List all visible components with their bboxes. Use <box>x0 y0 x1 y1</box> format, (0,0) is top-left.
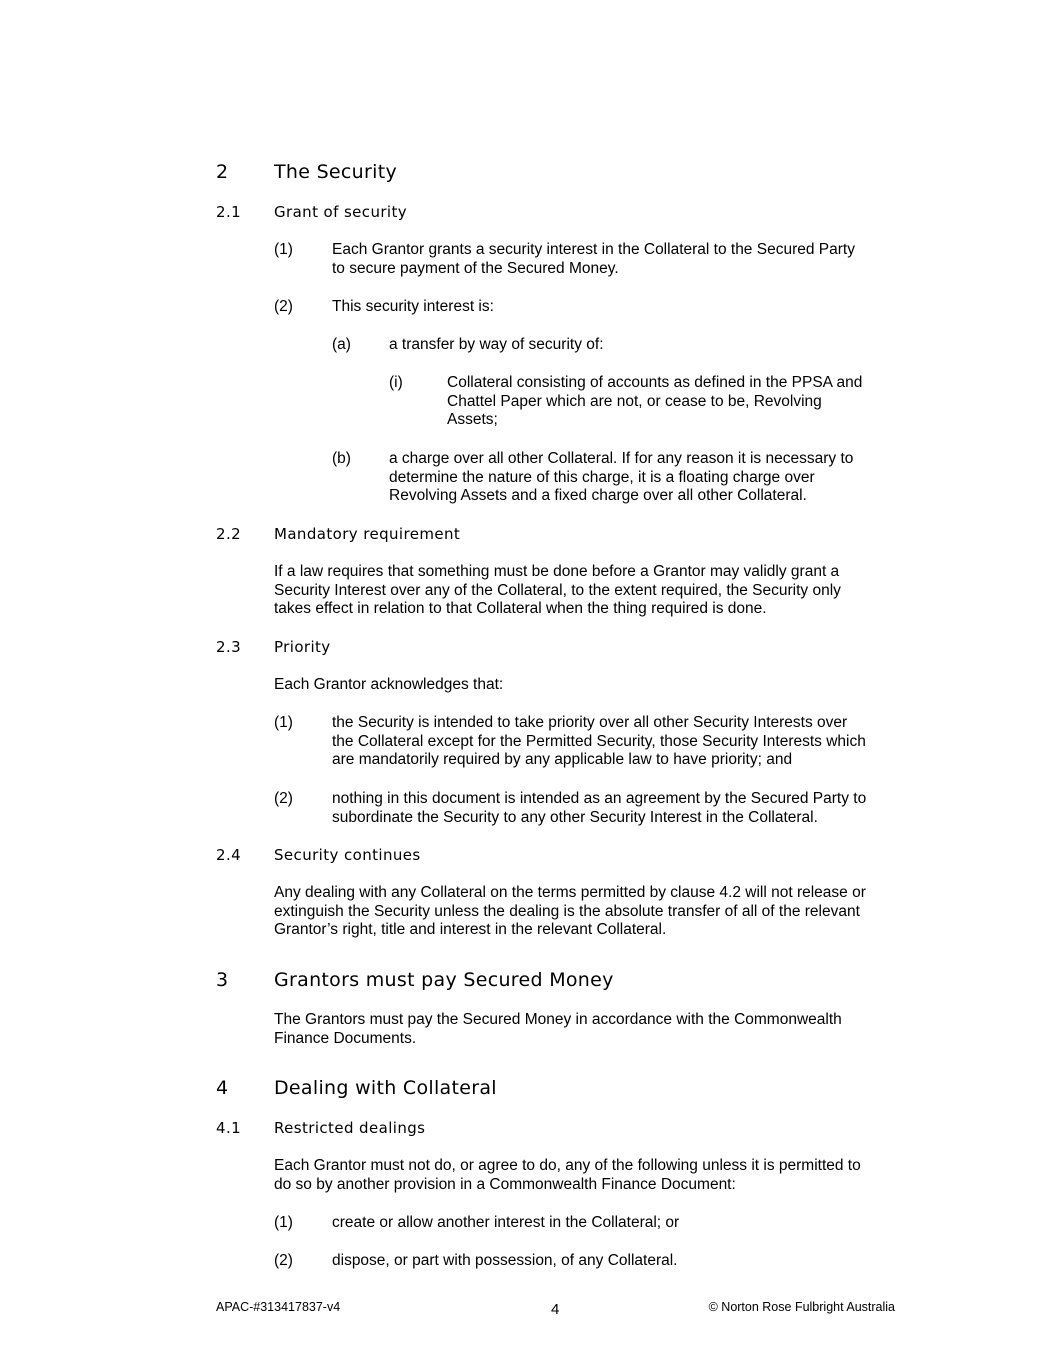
section-2-title: The Security <box>274 161 397 183</box>
para-label: (1) <box>274 714 293 731</box>
paragraph <box>274 563 841 619</box>
footer-copyright: © Norton Rose Fulbright Australia <box>708 1300 895 1314</box>
paragraph: a transfer by way of security of: <box>389 336 604 353</box>
clause-2-2-number: 2.2 <box>216 525 242 543</box>
paragraph <box>447 374 862 430</box>
clause-4-1-title: Restricted dealings <box>274 1119 426 1137</box>
clause-2-4-title: Security continues <box>274 846 421 864</box>
para-label: (2) <box>274 790 293 807</box>
para-label: (1) <box>274 241 293 258</box>
paragraph <box>274 1157 861 1194</box>
text-line: do so by another provision in a Commonwealth Finance Document: <box>274 1175 736 1193</box>
clause-2-1-number: 2.1 <box>216 203 242 221</box>
text-line: Collateral consisting of accounts as defined in the PPSA and <box>447 374 863 391</box>
paragraph <box>332 241 855 278</box>
clause-2-4-number: 2.4 <box>216 846 242 864</box>
text-line: to secure payment of the Secured Money. <box>332 259 619 277</box>
text-line: Assets; <box>447 411 498 429</box>
text-line: extinguish the Security unless the dealing is the absolute transfer of all of the relevant <box>274 902 860 920</box>
paragraph <box>389 450 853 506</box>
text-line: Each Grantor grants a security interest in the Collateral to the Secured Party <box>332 241 855 258</box>
text-line: Security Interest over any of the Collateral, to the extent required, the Security only <box>274 581 841 599</box>
text-line: If a law requires that something must be done before a Grantor may validly grant a <box>274 563 840 580</box>
text-line: the Collateral except for the Permitted Security, those Security Interests which <box>332 732 866 750</box>
paragraph <box>332 714 866 770</box>
text-line: takes effect in relation to that Collateral when the thing required is done. <box>274 600 767 618</box>
text-line: Chattel Paper which are not, or cease to be, Revolving <box>447 392 822 410</box>
paragraph: dispose, or part with possession, of any Collateral. <box>332 1252 678 1269</box>
text-line: subordinate the Security to any other Security Interest in the Collateral. <box>332 808 818 826</box>
clause-2-2-title: Mandatory requirement <box>274 525 461 543</box>
paragraph <box>332 790 866 827</box>
text-line: Any dealing with any Collateral on the terms permitted by clause 4.2 will not release or <box>274 884 866 901</box>
paragraph <box>274 1011 842 1048</box>
text-line: are mandatorily required by any applicable law to have priority; and <box>332 751 793 769</box>
text-line: nothing in this document is intended as an agreement by the Secured Party to <box>332 790 867 807</box>
section-2-number: 2 <box>216 161 229 183</box>
para-label: (b) <box>332 450 351 467</box>
clause-2-1-title: Grant of security <box>274 203 408 221</box>
para-label: (2) <box>274 1252 293 1269</box>
clause-2-3-number: 2.3 <box>216 638 242 656</box>
para-label: (2) <box>274 298 293 315</box>
clause-4-1-number: 4.1 <box>216 1119 242 1137</box>
section-4-number: 4 <box>216 1077 229 1099</box>
text-line: Each Grantor must not do, or agree to do, any of the following unless it is permitted to <box>274 1157 861 1174</box>
para-label: (i) <box>389 374 403 391</box>
section-4-title: Dealing with Collateral <box>274 1077 497 1099</box>
text-line: Grantor’s right, title and interest in the relevant Collateral. <box>274 921 667 939</box>
para-label: (a) <box>332 336 351 353</box>
text-line: The Grantors must pay the Secured Money in accordance with the Commonwealth <box>274 1011 842 1028</box>
text-line: a charge over all other Collateral. If for any reason it is necessary to <box>389 450 854 467</box>
paragraph: This security interest is: <box>332 298 494 315</box>
para-label: (1) <box>274 1214 293 1231</box>
clause-2-3-title: Priority <box>274 638 331 656</box>
section-3-number: 3 <box>216 969 229 991</box>
paragraph: create or allow another interest in the Collateral; or <box>332 1214 680 1231</box>
page-number: 4 <box>551 1301 560 1318</box>
section-3-title: Grantors must pay Secured Money <box>274 969 614 991</box>
text-line: determine the nature of this charge, it is a floating charge over <box>389 468 815 486</box>
text-line: Finance Documents. <box>274 1029 417 1047</box>
footer-doc-ref: APAC-#313417837-v4 <box>216 1300 341 1314</box>
paragraph: Each Grantor acknowledges that: <box>274 676 504 693</box>
text-line: Revolving Assets and a fixed charge over all other Collateral. <box>389 487 807 505</box>
paragraph <box>274 884 866 940</box>
text-line: the Security is intended to take priority over all other Security Interests over <box>332 714 848 731</box>
